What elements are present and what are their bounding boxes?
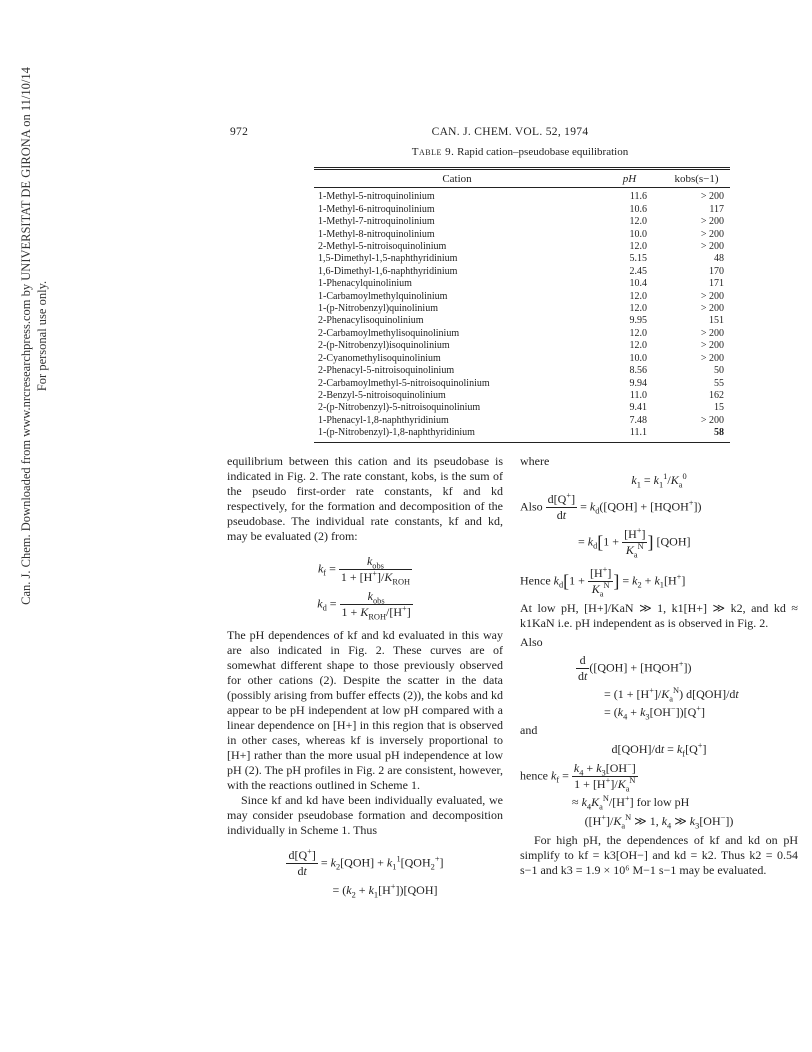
label-where: where [520, 454, 550, 468]
table-header-row [314, 169, 730, 188]
label-hence: Hence [520, 573, 551, 588]
table-row [314, 241, 730, 253]
cell-kobs: > 200 [700, 414, 724, 426]
cell-cation: 1,6-Dimethyl-1,6-naphthyridinium [318, 265, 458, 277]
paragraph-ph-dependence: The pH dependences of kf and kd evaluated in this way are also indicated in Fig. 2. These curves are of somewhat different shape to those previously observed for other cations (2). Despite the scatter in the data (possibly arising from buffer effects (2)), the kobs and kd appear to be pH independent at low pH compared with a linear dependence on [H+] in this region that is observed in other cases, whereas kf is inversely proportional to [H+] rather than the more usual pH independence at low pH (2). The pH profiles in Fig. 2 are consistent, however, with the reactions outlined in Scheme 1. [227, 628, 503, 792]
paragraph-high-ph: For high pH, the dependences of kf and kd on pH simplify to kf = k3[OH−] and kd = k2. Thus k2 = 0.54 s−1 and k3 = 1.9 × 10⁶ M−1 s−1 may be evaluated. [520, 833, 798, 877]
label-low-ph: for low pH [636, 795, 690, 809]
equation-also: Also $\frac{d[Q^+]}{dt}$ = $k_d([QOH]$ + [HQOH+]) [520, 491, 702, 522]
table-row [314, 291, 730, 303]
cell-cation: 1-Methyl-6-nitroquinolinium [318, 203, 435, 215]
cell-kobs: > 200 [700, 191, 724, 203]
equation-dqoh-kf: $d[QOH]/dt = k_f[Q^+]$ [611, 741, 707, 759]
cell-kobs: 15 [714, 402, 724, 414]
equation-d-qoh: $\frac{d}{dt}$ ([QOH] + [HQOH+]) [578, 653, 692, 683]
table-body [314, 188, 730, 442]
right-column [520, 454, 798, 878]
table-label: Table 9. [411, 146, 455, 158]
cell-cation: 2-(p-Nitrobenzyl)-5-nitroisoquinolinium [318, 402, 481, 414]
cell-ph: 9.41 [629, 402, 647, 414]
equation-k1: $k_1 = k_1^1/K_a^0$ [631, 472, 687, 490]
table-row [314, 278, 730, 290]
cell-ph: 2.45 [629, 265, 647, 277]
cell-ph: 9.94 [629, 377, 647, 389]
header-ph: pH [596, 169, 663, 188]
equation-hence: Hence $k_d[1$ + $\frac{[H^+]}{K_a^N}$ ] = $k_2 + k_1[H^+]$ [520, 565, 686, 599]
cell-cation: 1-Methyl-8-nitroquinolinium [318, 228, 435, 240]
cell-ph: 12.0 [629, 327, 647, 339]
journal-title: CAN. J. CHEM. VOL. 52, 1974 [431, 126, 589, 138]
cell-cation: 1-Carbamoylmethylquinolinium [318, 290, 448, 302]
cell-kobs: > 200 [700, 352, 724, 364]
table-9 [314, 167, 730, 443]
cell-ph: 8.56 [629, 365, 647, 377]
table-row [314, 253, 730, 265]
cell-kobs: 50 [714, 365, 724, 377]
cell-cation: 2-Phenacyl-5-nitroisoquinolinium [318, 365, 455, 377]
cell-cation: 2-Methyl-5-nitroisoquinolinium [318, 241, 447, 253]
cell-ph: 10.6 [629, 203, 647, 215]
cell-kobs: 48 [714, 253, 724, 265]
cell-cation: 2-Cyanomethylisoquinolinium [318, 352, 441, 364]
cell-cation: 1-(p-Nitrobenzyl)quinolinium [318, 303, 438, 315]
cell-cation: 2-Carbamoylmethyl-5-nitroisoquinolinium [318, 377, 490, 389]
table-row [314, 353, 730, 365]
cell-ph: 12.0 [629, 340, 647, 352]
cell-ph: 12.0 [629, 303, 647, 315]
table-row [314, 415, 730, 427]
equation-kf: $k_f$ = $\frac{k_{obs}}{1 + [H^+]/K_{ROH}}$ [317, 554, 411, 587]
table-row [314, 229, 730, 241]
cell-ph: 5.15 [629, 253, 647, 265]
cell-kobs: > 200 [700, 303, 724, 315]
equation-approx-kf: ≈ $k_4K_a^N/[H^+]$ for low pH [572, 794, 690, 812]
cell-cation: 1-Methyl-5-nitroquinolinium [318, 191, 435, 203]
table-row [314, 365, 730, 377]
left-column [227, 454, 503, 902]
cell-cation: 1-Phenacyl-1,8-naphthyridinium [318, 414, 449, 426]
download-notice [18, 56, 50, 616]
cell-kobs: 170 [709, 265, 724, 277]
paragraph-rate-constants: equilibrium between this cation and its pseudobase is indicated in Fig. 2. The rate constant, kobs, is the sum of the pseudo first-order rate constants, kf and kd respectively, for the formation and decomposition of the pseudobase. The individual rate constants, kf and kd, may be evaluated (2) from: [227, 454, 503, 543]
cell-cation: 2-(p-Nitrobenzyl)isoquinolinium [318, 340, 450, 352]
cell-ph: 10.0 [629, 352, 647, 364]
cell-kobs: > 200 [700, 216, 724, 228]
table-row [314, 204, 730, 216]
equation-hence-kf: hence $k_f$ = $\frac{k_4 + k_3[OH^-]}{1 + [H^+]/K_a^N}$ [520, 760, 636, 794]
cell-ph: 10.4 [629, 278, 647, 290]
cell-ph: 10.0 [629, 228, 647, 240]
table-caption [310, 146, 730, 158]
label-also-2: Also [520, 635, 543, 649]
cell-ph: 11.0 [629, 389, 647, 401]
paragraph-since: Since kf and kd have been individually evaluated, we may consider pseudobase formation and decomposition individually in Scheme 1. Thus [227, 793, 503, 837]
cell-kobs: 117 [709, 203, 724, 215]
cell-kobs: 171 [709, 278, 724, 290]
page-number: 972 [230, 126, 249, 138]
cell-cation: 1-Methyl-7-nitroquinolinium [318, 216, 435, 228]
cell-cation: 1-Phenacylquinolinium [318, 278, 412, 290]
download-notice-line1: Can. J. Chem. Downloaded from www.nrcresearchpress.com by UNIVERSITAT DE GIRONA on 11/10/14 [19, 67, 33, 605]
equation-dq-dt-2: = $(k_2 + k_1[H^+])[QOH]$ [332, 882, 438, 900]
cell-kobs: > 200 [700, 228, 724, 240]
table-row [314, 378, 730, 390]
label-and: and [520, 723, 538, 737]
cell-cation: 1-(p-Nitrobenzyl)-1,8-naphthyridinium [314, 427, 596, 442]
table-row [314, 402, 730, 414]
equation-d-qoh-3: = $(k_4 + k_3[OH^-])[Q^+]$ [604, 704, 706, 722]
cell-kobs: 151 [709, 315, 724, 327]
cell-ph: 7.48 [629, 414, 647, 426]
cell-cation: 1,5-Dimethyl-1,5-naphthyridinium [318, 253, 458, 265]
cell-kobs: > 200 [700, 327, 724, 339]
table-row [314, 266, 730, 278]
cell-kobs: 55 [714, 377, 724, 389]
equation-also-2: = $k_d[1$ + $\frac{[H^+]}{K_a^N}$ ] [QOH] [578, 526, 691, 560]
cell-kobs: > 200 [700, 290, 724, 302]
table-row [314, 340, 730, 352]
equation-kd: $k_d$ = $\frac{k_{obs}}{1 + K_{ROH}/[H^+]}$ [317, 589, 411, 622]
cell-cation: 2-Benzyl-5-nitroisoquinolinium [318, 389, 446, 401]
equation-d-qoh-2: = $(1 + [H^+]/K_a^N)$ d[QOH]/dt [604, 686, 739, 704]
cell-kobs: > 200 [700, 340, 724, 352]
cell-ph: 9.95 [629, 315, 647, 327]
table-caption-text: Rapid cation–pseudobase equilibration [457, 146, 629, 158]
cell-cation: 2-Phenacylisoquinolinium [318, 315, 424, 327]
table-row [314, 390, 730, 402]
cell-kobs: > 200 [700, 241, 724, 253]
header-kobs: kobs(s−1) [663, 169, 730, 188]
cell-ph: 11.6 [629, 191, 647, 203]
equation-dq-dt: $\frac{d[Q^+]}{dt}$ = $k_2[QOH] + k_1^1[QOH_2^+]$ [288, 847, 444, 878]
equation-condition: ($[H^+]/K_a^N$ ≫ 1, $k_4$ ≫ $k_3[OH^-]$) [584, 813, 734, 831]
header-cation: Cation [314, 169, 596, 188]
cell-cation: 2-Carbamoylmethylisoquinolinium [318, 327, 460, 339]
label-hence-2: hence [520, 768, 548, 783]
cell-ph: 12.0 [629, 290, 647, 302]
table-row [314, 188, 730, 204]
table-row [314, 216, 730, 228]
label-also: Also [520, 499, 543, 514]
table-row [314, 328, 730, 340]
cell-kobs: 58 [663, 427, 730, 442]
table-row [314, 427, 730, 442]
table-row [314, 303, 730, 315]
table-row [314, 315, 730, 327]
cell-kobs: 162 [709, 389, 724, 401]
cell-ph: 12.0 [629, 216, 647, 228]
download-notice-line2: For personal use only. [35, 280, 49, 392]
cell-ph: 12.0 [629, 241, 647, 253]
paragraph-low-ph: At low pH, [H+]/KaN ≫ 1, k1[H+] ≫ k2, and kd ≈ k1KaN i.e. pH independent as is observed in Fig. 2. [520, 601, 798, 630]
cell-ph: 11.1 [596, 427, 663, 442]
